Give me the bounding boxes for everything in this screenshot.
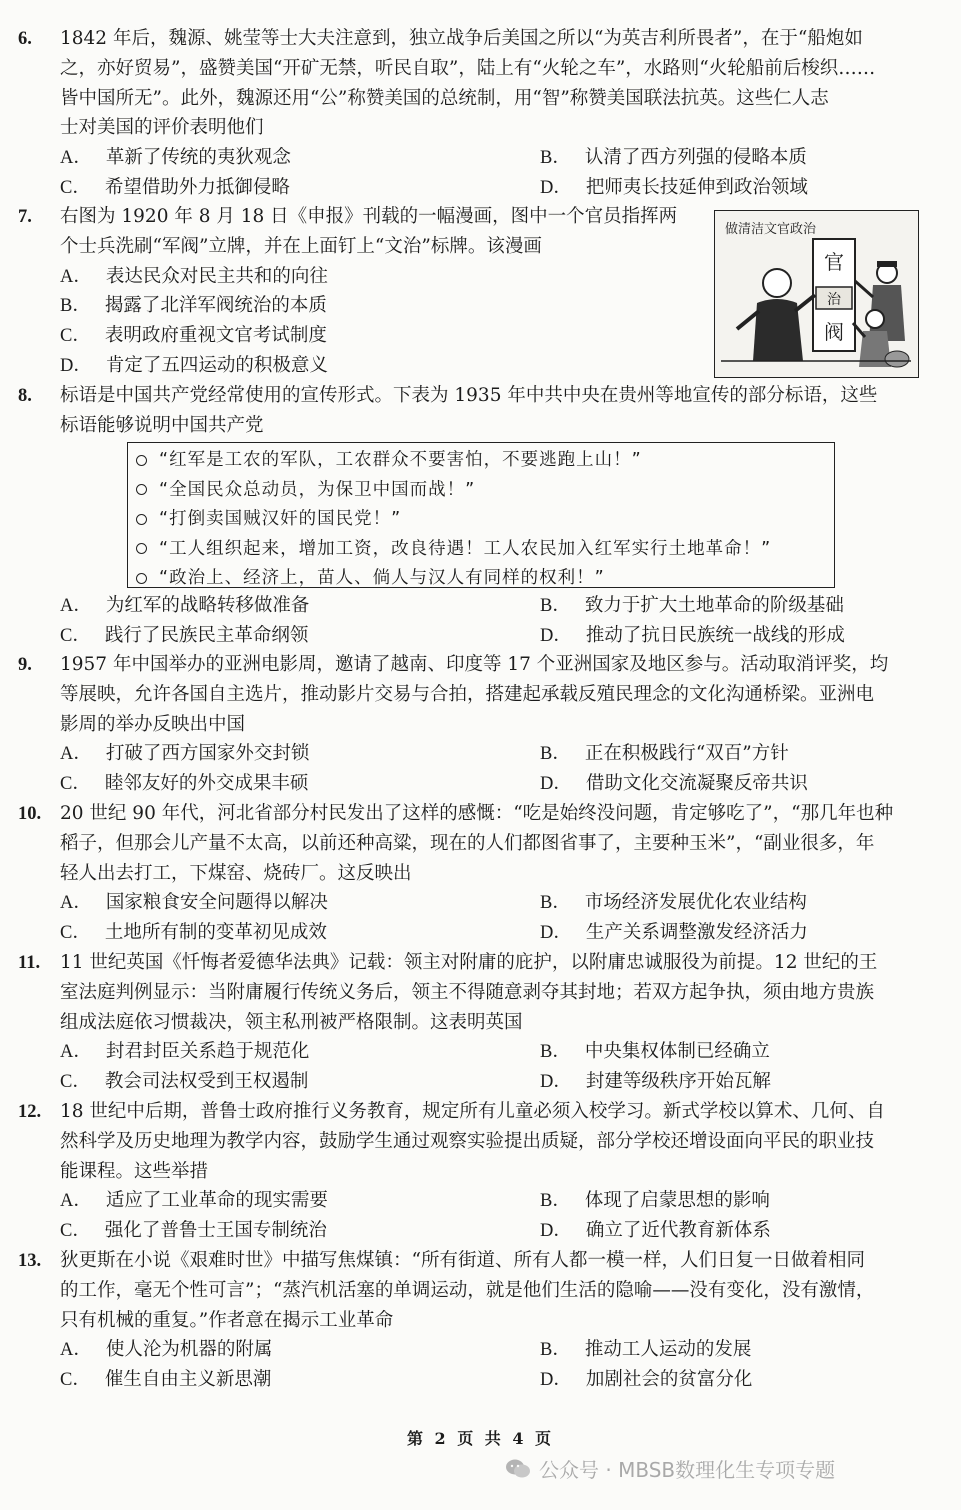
question-number: 10. — [18, 804, 42, 824]
watermark — [505, 1454, 835, 1485]
slogan-item: “政治上、经济上，苗人、倘人与汉人有同样的权利！” — [136, 564, 834, 594]
bullet-circle-icon — [136, 573, 147, 584]
option-a[interactable]: A． 使人沦为机器的附属 — [60, 1339, 273, 1361]
option-b[interactable]: B． 市场经济发展优化农业结构 — [540, 892, 807, 914]
bullet-circle-icon — [136, 455, 147, 466]
option-c[interactable]: C． 表明政府重视文官考试制度 — [60, 325, 327, 347]
option-d[interactable]: D． 封建等级秩序开始瓦解 — [540, 1071, 771, 1093]
question-9 — [18, 650, 942, 799]
question-text: 皆中国所无”。此外，魏源还用“公”称赞美国的总统制，用“智”称赞美国联法抗英。这些仁人志 — [60, 87, 829, 109]
bullet-circle-icon — [136, 484, 147, 495]
question-text: 标语是中国共产党经常使用的宣传形式。下表为 1935 年中共中央在贵州等地宣传的部分标语，这些 — [60, 385, 878, 406]
option-a[interactable]: A． 打破了西方国家外交封锁 — [60, 743, 310, 765]
option-d[interactable]: D． 生产关系调整激发经济活力 — [540, 922, 808, 944]
question-number: 8. — [18, 386, 32, 406]
slogan-table — [127, 442, 835, 588]
question-text: 等展映，允许各国自主选片，推动影片交易与合拍，搭建起承载反殖民理念的文化沟通桥梁。亚洲电 — [60, 683, 875, 705]
option-d[interactable]: D． 把师夷长技延伸到政治领域 — [540, 176, 808, 198]
question-text: 的工作，毫无个性可言”；“蒸汽机活塞的单调运动，就是他们生活的隐喻——没有变化，没有激情， — [60, 1279, 875, 1301]
page-footer: 第 2 页 共 4 页 — [406, 1429, 555, 1448]
question-text: 个士兵洗刷“军阀”立牌，并在上面钉上“文治”标牌。该漫画 — [60, 235, 542, 257]
question-text: 标语能够说明中国共产党 — [60, 414, 264, 436]
slogan-item: “打倒卖国贼汉奸的国民党！” — [136, 505, 834, 535]
question-text: 右图为 1920 年 8 月 18 日《申报》刊载的一幅漫画，图中一个官员指挥两 — [60, 206, 678, 227]
question-text: 1842 年后，魏源、姚莹等士大夫注意到，独立战争后美国之所以“为英吉利所畏者”，在于“船炮如 — [60, 28, 863, 49]
question-text: 之，亦好贸易”，盛赞美国“开矿无禁，听民自取”，陆上有“火轮之车”，水路则“火轮船前后梭织…… — [60, 57, 876, 79]
sign-char-mid: 治 — [827, 292, 841, 308]
question-text: 轻人出去打工，下煤窑、烧砖厂。这反映出 — [60, 862, 412, 884]
question-8 — [18, 381, 942, 441]
cartoon-drawing — [715, 211, 916, 375]
question-text: 室法庭判例显示：当附庸履行传统义务后，领主不得随意剥夺其封地；若双方起争执，须由地方贵族 — [60, 981, 875, 1003]
option-a[interactable]: A． 表达民众对民主共和的向往 — [60, 265, 328, 287]
question-13 — [18, 1246, 942, 1395]
question-number: 7. — [18, 207, 32, 227]
bullet-circle-icon — [136, 514, 147, 525]
question-number: 11. — [18, 953, 41, 973]
question-text: 士对美国的评价表明他们 — [60, 117, 264, 139]
option-b[interactable]: B． 正在积极践行“双百”方针 — [540, 743, 789, 765]
question-text: 1957 年中国举办的亚洲电影周，邀请了越南、印度等 17 个亚洲国家及地区参与。活动取消评奖，均 — [60, 654, 889, 675]
option-a[interactable]: A． 封君封臣关系趋于规范化 — [60, 1041, 310, 1063]
slogan-item: “红军是工农的军队，工农群众不要害怕，不要逃跑上山！” — [136, 446, 834, 476]
option-a[interactable]: A． 国家粮食安全问题得以解决 — [60, 892, 328, 914]
option-a[interactable]: A． 革新了传统的夷狄观念 — [60, 147, 291, 169]
question-number: 9. — [18, 655, 32, 675]
option-d[interactable]: D． 确立了近代教育新体系 — [540, 1220, 771, 1242]
option-c[interactable]: C． 土地所有制的变革初见成效 — [60, 922, 327, 944]
option-a[interactable]: A． 适应了工业革命的现实需要 — [60, 1190, 328, 1212]
question-text: 稻子，但那会儿产量不太高，以前还种高粱，现在的人们都图省事了，主要种玉米”，“副业很多，年 — [60, 832, 875, 854]
sign-char-bottom: 阀 — [824, 320, 844, 344]
slogan-item: “工人组织起来，增加工资，改良待遇！工人农民加入红军实行土地革命！” — [136, 535, 834, 565]
question-text: 能课程。这些举措 — [60, 1160, 209, 1182]
option-c[interactable]: C． 践行了民族民主革命纲领 — [60, 624, 309, 646]
question-6 — [18, 24, 942, 203]
option-c[interactable]: C． 教会司法权受到王权遏制 — [60, 1071, 309, 1093]
question-11 — [18, 948, 942, 1097]
option-b[interactable]: B． 认清了西方列强的侵略本质 — [540, 147, 807, 169]
option-b[interactable]: B． 致力于扩大土地革命的阶级基础 — [540, 595, 844, 616]
question-text: 影周的举办反映出中国 — [60, 713, 246, 735]
watermark-text: 公众号 · MBSB数理化生专项专题 — [539, 1458, 836, 1482]
cartoon-caption: 做清洁文官政治 — [725, 222, 817, 237]
question-8-options — [18, 591, 942, 651]
option-b[interactable]: B． 中央集权体制已经确立 — [540, 1041, 770, 1063]
option-c[interactable]: C． 睦邻友好的外交成果丰硕 — [60, 773, 309, 795]
sign-char-top: 官 — [824, 250, 844, 274]
option-c[interactable]: C． 催生自由主义新思潮 — [60, 1369, 272, 1391]
option-d[interactable]: D． 加剧社会的贫富分化 — [540, 1369, 753, 1391]
option-d[interactable]: D． 肯定了五四运动的积极意义 — [60, 354, 328, 376]
option-c[interactable]: C． 强化了普鲁士王国专制统治 — [60, 1220, 327, 1242]
option-d[interactable]: D． 借助文化交流凝聚反帝共识 — [540, 773, 808, 795]
wechat-icon — [505, 1458, 531, 1485]
question-number: 12. — [18, 1102, 42, 1122]
question-text: 只有机械的重复。”作者意在揭示工业革命 — [60, 1309, 394, 1331]
slogan-item: “全国民众总动员，为保卫中国而战！” — [136, 476, 834, 506]
option-c[interactable]: C． 希望借助外力抵御侵略 — [60, 176, 290, 198]
option-b[interactable]: B． 体现了启蒙思想的影响 — [540, 1190, 770, 1212]
question-text: 20 世纪 90 年代，河北省部分村民发出了这样的感慨：“吃是始终没问题，肯定够吃了”，“那几年也种 — [60, 803, 894, 824]
question-text: 组成法庭依习惯裁决，领主私刑被严格限制。这表明英国 — [60, 1011, 523, 1033]
option-b[interactable]: B． 揭露了北洋军阀统治的本质 — [60, 295, 327, 317]
question-text: 18 世纪中后期，普鲁士政府推行义务教育，规定所有儿童必须入校学习。新式学校以算术、几何、自 — [60, 1101, 885, 1122]
cartoon-illustration — [714, 210, 919, 378]
question-text: 狄更斯在小说《艰难时世》中描写焦煤镇：“所有街道、所有人都一模一样，人们日复一日做着相同 — [60, 1250, 865, 1271]
option-d[interactable]: D． 推动了抗日民族统一战线的形成 — [540, 624, 845, 646]
option-b[interactable]: B． 推动工人运动的发展 — [540, 1339, 752, 1361]
question-10 — [18, 799, 942, 948]
bullet-circle-icon — [136, 543, 147, 554]
option-a[interactable]: A． 为红军的战略转移做准备 — [60, 595, 310, 616]
question-12 — [18, 1097, 942, 1246]
question-number: 6. — [18, 29, 32, 49]
question-number: 13. — [18, 1251, 42, 1271]
question-text: 然科学及历史地理为教学内容，鼓励学生通过观察实验提出质疑，部分学校还增设面向平民的职业技 — [60, 1130, 875, 1152]
question-text: 11 世纪英国《忏悔者爱德华法典》记载：领主对附庸的庇护，以附庸忠诚服役为前提。12 世纪的王 — [60, 952, 878, 973]
